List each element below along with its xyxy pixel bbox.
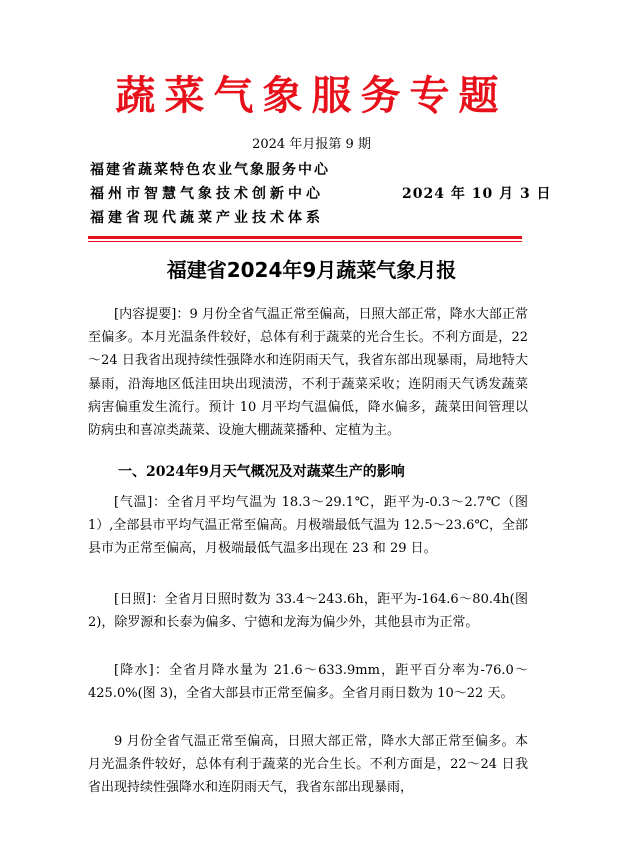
- red-divider-thin: [88, 241, 522, 242]
- rainfall-paragraph: [降水]：全省月降水量为 21.6～633.9mm，距平百分率为-76.0～425.0%(图 3)，全省大部县市正常至偏多。全省月雨日数为 10～22 天。: [88, 663, 528, 702]
- section-heading: 一、2024年9月天气概况及对蔬菜生产的影响: [118, 464, 405, 480]
- red-divider-thick: [88, 236, 522, 239]
- summary-paragraph: [内容提要]：9 月份全省气温正常至偏高，日照大部正常，降水大部正常至偏多。本月光温条件较好，总体有利于蔬菜的光合生长。不利方面是，22～24 日我省出现持续性强降水和连阴雨天气，我省东部出现暴雨，局地特大暴雨，沿海地区低洼田块出现渍涝，不利于蔬菜采收；连阴雨天气诱发蔬菜病害偏重发生流行。预计 10 月平均气温偏低，降水偏多，蔬菜田间管理以防病虫和喜凉类蔬菜、设施大棚蔬菜播种、定植为主。: [88, 307, 528, 439]
- org-line-1: 福建省蔬菜特色农业气象服务中心: [90, 162, 330, 178]
- temperature-paragraph: [气温]：全省月平均气温为 18.3～29.1℃，距平为-0.3～2.7℃（图 1）,全部县市平均气温正常至偏高。月极端最低气温为 12.5～23.6℃，全部县市为正常至偏高，月极端最低气温多出现在 23 和 29 日。: [88, 495, 528, 557]
- sunshine-paragraph: [日照]：全省月日照时数为 33.4～243.6h，距平为-164.6～80.4h(图 2)，除罗源和长泰为偏多、宁德和龙海为偏少外，其他县市为正常。: [88, 592, 528, 631]
- publish-date: 2024 年 10 月 3 日: [402, 186, 552, 202]
- overview-paragraph: 9 月份全省气温正常至偏高，日照大部正常，降水大部正常至偏多。本月光温条件较好，总体有利于蔬菜的光合生长。不利方面是，22～24 日我省出现持续性强降水和连阴雨天气，我省东部出现暴雨，: [88, 734, 528, 796]
- masthead-title: 蔬菜气象服务专题: [115, 72, 508, 119]
- org-line-2: 福州市智慧气象技术创新中心: [90, 186, 324, 202]
- report-title: 福建省2024年9月蔬菜气象月报: [166, 258, 457, 282]
- issue-number: 2024 年月报第 9 期: [252, 137, 371, 152]
- org-line-3: 福建省现代蔬菜产业技术体系: [90, 210, 324, 226]
